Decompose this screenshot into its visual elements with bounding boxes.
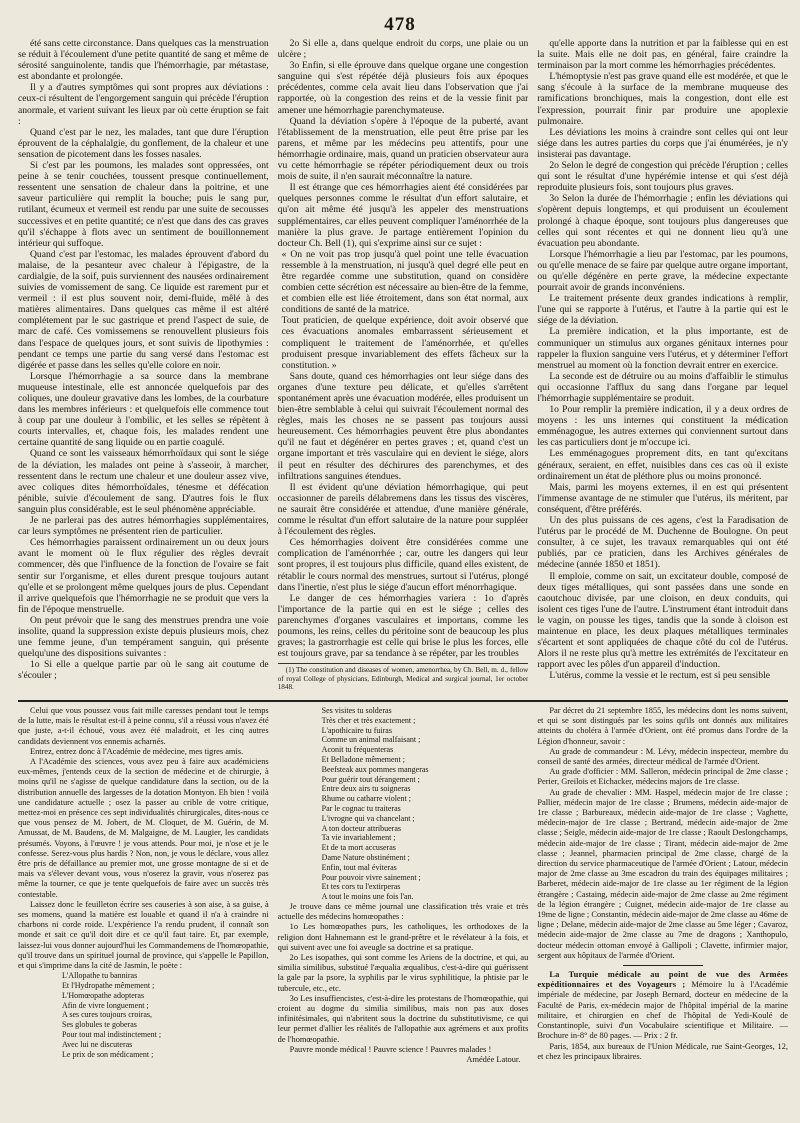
poem-line: L'Homœopathe adopteras [62,990,145,1000]
poem-line: Dame Nature obstinément ; [321,852,410,862]
paragraph: été sans cette circonstance. Dans quelques cas la menstruation se réduit à l'écoulement d'une petite quantité de sang et même de sérosité sanguinolente, tandis que l'hémorrhagie, par métastase, est abondante et prolongée. [18,38,269,83]
paragraph: Pauvre monde médical ! Pauvre science ! Pauvres malades ! [289,1044,492,1054]
author-signature: Amédée Latour. [466,1054,521,1064]
feuilleton-section [18,706,788,1116]
paragraph: Quand c'est par l'estomac, les malades éprouvent d'abord du malaise, de la pesanteur avec chaleur à l'épigastre, de la cardialgie, de la soif, puis surviennent des nausées ordinairement suivies de vomissement de sang. Ce liquide est rarement pur et vermeil : il est plus souvent noir, demi-fluide, mêlé à des matières alimentaires. Dans quelques cas même il est altéré complétement par le suc gastrique et prend l'aspect de suie, de marc de café. Ces vomissemens se renouvellent plusieurs fois dans l'espace de quelques jours, et sont suivis de lipothymies : pendant ce temps une partie du sang versé dans l'estomac est digérée et passe dans les selles qu'elle colore en noir. [18,248,269,371]
paragraph: 3o Les insuffiencistes, c'est-à-dire les protestans de l'homœopathie, qui croient au dogme du similia similibus, mais non pas aux doses infinitésimales, qui n'abritent sous la doctrine du substitutivisme, ce qui leur permet d'allier les réalités de l'allopathie aux agrémens et aux profits de l'homœopathie. [277,993,529,1044]
article-column-3 [537,38,788,698]
paragraph: Le danger de ces hémorrhagies variera : 1o d'après l'importance de la partie qui en est le siége ; celles des parenchymes d'organes vasculaires et importans, comme les poumons, les reins, celles du péritoine sont de beaucoup les plus graves; la gastrorrhagie est celle qui brise le plus les forces, elle est toujours grave, par sa tendance à se répéter, par les troubles [277,592,529,660]
divider [623,965,703,966]
article-column-2 [278,38,529,698]
article-column-1 [18,38,269,698]
paragraph: Les emménagogues proprement dits, en tant qu'excitans généraux, seraient, en effet, nuisibles dans ces cas où il existe ordinairement un état de pléthore plus ou moins prononcé. [537,448,789,482]
paragraph: Entrez, entrez donc à l'Académie de médecine, mes tigres amis. [30,746,244,756]
paragraph: Sans doute, quand ces hémorrhagies ont leur siége dans des organes d'une texture peu délicate, et qu'elles s'arrêtent spontanément après une évacuation modérée, elles produisent un bien-être semblable à celui qui suivrait l'écoulement normal des règles, mais les choses ne se passent pas toujours aussi heureusement. Ces hémorrhagies peuvent être plus abondantes qu'il ne faut et dégénérer en pertes graves ; et, quand c'est un organe important et très vasculaire qui en devient le siége, alors il peut en résulter des déchirures des parenchymes, et des infiltrations sanguines étendues. [277,370,529,482]
poem-line: A tout le moins une fois l'an. [321,892,414,902]
poem-line: L'ivrogne qui va chancelant ; [321,813,415,823]
paragraph: 1o Si elle a quelque partie par où le sang ait coutume de s'écouler ; [18,659,269,682]
poem-line: Et de ta mort accuseras [321,843,396,853]
poem-line: Ta vie invariablement ; [321,833,396,843]
poem-line: Et tes cors tu l'extirperas [321,882,401,892]
paragraph: Je ne parlerai pas des autres hémorrhagies supplémentaires, car leurs symptômes ne présentent rien de particulier. [18,515,269,538]
paragraph: Au grade de commandeur : M. Lévy, médecin inspecteur, membre du conseil de santé des armées, directeur médical de l'armée d'Orient. [537,746,789,767]
feuilleton-column-1 [18,706,269,1116]
poem-line: Pour pouvoir vivre sainement ; [321,872,421,882]
paragraph: Les déviations les moins à craindre sont celles qui ont leur siége dans les autres parties du corps que j'ai énumérées, je n'y insisterai pas davantage. [537,126,789,160]
feuilleton-column-2 [278,706,529,1116]
poem-line: Beefsteak aux pommes mangeras [321,764,429,774]
poem-line: Pour guérir tout dérangement ; [321,774,420,784]
poem-line: Comme un animal malfaisant ; [321,735,421,745]
paragraph: Celui que vous poussez vous fait mille caresses pendant tout le temps de la lutte, mais le résultat est-il à peine connu, s'il a réussi vous n'avez été que juste, a-t-il échoué, vous avez été maladroit, et les cinq autres candidats deviennent vos ennemis acharnés. [18,706,269,746]
poem-line: Rhume ou catharre violent ; [321,794,411,804]
paragraph: Ces hémorrhagies paraissent ordinairement un ou deux jours avant le moment où le flux régulier des règles devrait commencer, dès que l'influence de la fonction de l'ovaire se fait sentir sur l'organisme, et elles durent presque toujours autant qu'elle et se prolongent même quelques jours de plus. Cependant il arrive quelquefois que l'hémorrhagie ne se produit que vers la fin de l'époque menstruelle. [18,537,269,615]
poem-line: L'apothicaire tu fuiras [321,725,392,735]
poem-line: Enfin, tout mal éviteras [321,862,397,872]
poem-line: Aconit tu fréquenteras [321,745,394,755]
poem [18,971,269,1059]
paragraph: La première indication, et la plus importante, est de communiquer un stimulus aux organes génitaux internes pour rappeler la fluxion sanguine vers l'utérus, et y déterminer l'effort menstruel au moment où la fonction devrait entrer en exercice. [537,326,789,371]
paragraph: Il y a d'autres symptômes qui sont propres aux déviations : ceux-ci résultent de l'engorgement sanguin qui précède l'éruption anormale, et varient suivant les lieux par où cette éruption se fait : [18,82,269,127]
paragraph: 2o Les isopathes, qui sont comme les Ariens de la doctrine, et qui, au similia similibus, substitué l'æqualia æqualibus, c'est-à-dire qui guérissent la gale par la psore, la syphilis par le virus syphilitique, la phtisie par le tubercule, etc., etc. [277,952,529,993]
poem-line: Le prix de son médicament ; [62,1049,154,1059]
paragraph: 3o Selon la durée de l'hémorrhagie ; enfin les déviations qui s'opèrent depuis longtemps, et qui produisent un écoulement prolongé à chaque époque, sont toujours plus dangereuses que celles qui sont récentes et qui ne donnent lieu qu'à une évacuation peu abondante. [537,193,789,249]
poem-continued [278,706,529,902]
poem-line: Par le cognac tu traiteras [321,803,401,813]
paragraph: Par décret du 21 septembre 1855, les médecins dont les noms suivent, et qui se sont distingués par les soins qu'ils ont donnés aux militaires atteints du choléra à l'armée d'Orient, ont été promus dans l'ordre de la Légion d'honneur, savoir : [537,706,789,746]
paragraph: Il emploie, comme on sait, un excitateur double, composé de deux tiges métalliques, qui sont passées dans une sonde en caoutchouc divisée, par une cloison, en deux conduits, qui isolent ces tiges l'une de l'autre. L'instrument étant introduit dans le vagin, on pousse les tiges, tandis que la sonde à cloison est maintenue en place, les deux plaques métalliques terminales s'écartent et sont appliquées de chaque côté du col de l'utérus. Alors il ne reste plus qu'à mettre les extrémités de l'excitateur en rapport avec les pôles d'un appareil d'induction. [537,570,789,671]
advertisement-footer: Paris, 1854, aux bureaux de l'Union Médicale, rue Saint-Georges, 12, et chez les principaux libraires. [537,1041,789,1061]
paragraph: 1o Pour remplir la première indication, il y a deux ordres de moyens : les uns internes qui constituent la médication emménagogue, les autres externes qui conviennent surtout dans les cas particuliers dont je m'occupe ici. [537,404,789,449]
paragraph: Au grade d'officier : MM. Salleron, médecin principal de 2me classe ; Perier, Greilois et Eichacker, médecins majors de 1re classe. [537,767,789,787]
advertisement [537,970,788,1041]
paragraph: Le traitement présente deux grandes indications à remplir, l'une qui se rapporte à l'utérus, et l'autre à la partie qui est le siége de la déviation. [537,293,789,327]
poem-line: A ton docteur attribueras [321,823,401,833]
paragraph: La seconde est de détruire ou au moins d'affaiblir le stimulus qui occasionne l'afflux du sang dans l'organe par lequel l'hémorrhagie supplémentaire se produit. [537,370,789,404]
paragraph: Je trouve dans ce même journal une classification très vraie et très actuelle des médecins homœopathes : [277,901,529,922]
paragraph: 1o Les homœopathes purs, les catholiques, les orthodoxes de la religion dont Hahnemann est le grand-prêtre et le révélateur à la fois, et qui suivent avec une foi aveugle sa doctrine et sa pratique. [277,922,529,952]
paragraph: Quand la déviation s'opère à l'époque de la puberté, avant l'établissement de la menstruation, elle peut être prise par les parens, et même par les médecins peu attentifs, pour une hémorrhagie ordinaire, mais, quand un praticien observateur aura vu cette hémorrhagie se répéter périodiquement deux ou trois mois de suite, il n'en saurait méconnaître la nature. [277,115,529,183]
paragraph: Laissez donc le feuilleton écrire ses causeries à son aise, à sa guise, à ses momens, quand la matière est louable et quand il n'a à craindre ni charbons ni corde roide. L'expérience l'a rendu prudent, il connaît son monde et sait ce qu'il doit dire et ce qu'il faut taire. Et, par exemple, laissez-lui vous donner aujourd'hui les Commandemens de l'homœopathie, qu'il trouve dans un spirituel journal de province, qui s'appelle le Papillon, et qui s'imprime dans la cité de Jasmin, le poète : [18,899,269,971]
paragraph: Un des plus puissans de ces agens, c'est la Faradisation de l'utérus par le procédé de M. Duchenne de Boulogne. On peut consulter, à ce sujet, les travaux remarquables qui ont été publiés, par ce praticien, dans les Archives générales de médecine (année 1850 et 1851). [537,515,789,571]
paragraph: Lorsque l'hémorrhagie a sa source dans la membrane muqueuse intestinale, elle est annoncée quelquefois par des coliques, une douleur gravative dans les lombes, de la courbature dans les membres inférieurs : et quelquefois elle commence tout à coup par une douleur à l'ombilic, et les selles se répètent à courts intervalles, et, chaque fois, les malades rendent une certaine quantité de sang liquide ou en partie coagulé. [18,370,269,449]
footnote: (1) The constitution and diseases of women, amenorrhea, by Ch. Bell, m. d., fellow of royal College of physicians, Edinburgh, Medical and surgical journal, 1er october 1848. [278,663,529,692]
poem-line: L'Allopathe tu banniras [62,971,138,981]
paragraph: Ces hémorrhagies doivent être considérées comme une complication de l'aménorrhée ; car, outre les dangers qui leur sont propres, il est toujours plus difficile, quand elles existent, de rétablir le cours normal des menstrues, surtout si l'utérus, plongé dans l'inertie, n'est plus le siége d'aucun effort ménorrhagique. [277,537,529,593]
paragraph: 2o Si elle a, dans quelque endroit du corps, une plaie ou un ulcère ; [277,38,529,61]
poem-line: Pour tout mal indistinctement ; [62,1030,162,1040]
quotation: Tout praticien, de quelque expérience, doit avoir observé que ces évacuations anomales embarrassent sérieusement et compliquent le traitement de l'aménorrhée, et qu'elles produisent presque invariablement des effets fâcheux sur la constitution. » [281,315,529,371]
poem-line: Entre deux airs tu soigneras [321,784,411,794]
paragraph: Si c'est par les poumons, les malades sont oppressées, ont peine à se tenir couchées, toussent presque continuellement, ressentent une sensation de chaleur dans la poitrine, et une saveur particulière qui remplit la bouche; puis le sang pur, rutilant, écumeux et vermeil est rendu par une suite de secousses successives et en petite quantité; ce n'est que dans des cas graves qu'il s'échappe à flots avec un sentiment de bouillonnement intérieur qui suffoque. [18,160,269,249]
paragraph: Il est évident qu'une déviation hémorrhagique, qui peut occasionner de pareils délabremens dans les tissus des viscères, ne saurait être considérée et attendue, d'une manière générale, comme le résultat d'un effort salutaire de la nature pour suppléer à l'écoulement des règles. [277,481,529,538]
paragraph: 3o Enfin, si elle éprouve dans quelque organe une congestion sanguine qui s'est répétée déjà plusieurs fois aux époques précédentes, comme cela avait lieu dans l'observation que j'ai rapportée, où la congestion des reins et de la vessie finit par amener une hémorrhagie parenchymateuse. [277,60,529,116]
poem-line: Ses globules te goberas [62,1020,137,1030]
paragraph: Au grade de chevalier : MM. Haspel, médecin major de 1re classe ; Pallier, médecin major de 1re classe ; Brumens, médecin aide-major de 1re classe ; Barbureaux, médecin aide-major de 1re classe ; Vaghette, médecin-major de 1re classe ; Bertrand, médecin aide-major de 2me classe ; Seigle, médecin aide-major de 1re classe ; Raoult Deslongchamps, médecin aide-major de 1re classe ; Tirant, médecin aide-major de 2me classe ; Jeannel, pharmacien principal de 2me classe, chargé de la direction du service pharmaceutique de l'armée d'Orient ; Latour, médecin major de 2me classe au 3me escadron du train des équipages militaires ; Barberet, médecin aide-major de 1re classe au 1er régiment de la légion étrangère ; Castaing, médecin aide-major de 2me classe au 2me régiment de la légion étrangère ; Cuignet, médecin aide-major de 1re classe au 19me de ligne ; Constantin, médecin aide-major de 2me classe au 46me de ligne ; Delane, médecin aide-major de 2me classe au 5me léger ; Cavaroz, médecin aide-major de 2me classe au 7me de dragons ; Xanthopulo, docteur médecin ottoman envoyé à Gallipoli ; Clavette, infirmier major, sergent aux hôpitaux de l'armée d'Orient. [537,787,789,960]
poem-line: Très cher et très exactement ; [321,715,416,725]
section-divider [18,700,788,702]
paragraph: 2o Selon le degré de congestion qui précède l'éruption ; celles qui sont le résultat d'une hypérémie intense et qui s'est déjà reproduite plusieurs fois, sont toujours plus graves. [537,160,789,194]
poem-line: Afin de vivre longuement ; [62,1000,149,1010]
paragraph: Quand c'est par le nez, les malades, tant que dure l'éruption éprouvent de la céphalalgie, du gonflement, de la chaleur et une sensation de picotement dans les fosses nasales. [18,126,269,160]
paragraph: Quand ce sont les vaisseaux hémorrhoïdaux qui sont le siége de la déviation, les malades ont peine à s'asseoir, à marcher, ressentent dans le rectum une chaleur et une douleur assez vive, avec coliques dites hémorrhoïdales, ténesme et défécation pénible, suivie d'écoulement de sang. D'autres fois le flux sanguin plus considérable, est le seul phénomène appréciable. [18,448,269,515]
advertisement-title: La Turquie médicale au point de vue des Armées expéditionnaires et des Voyageurs ; [537,970,789,990]
feuilleton-column-3 [537,706,788,1116]
paragraph: A l'Académie des sciences, vous avez peu à faire aux académiciens eux-mêmes, j'entends ceux de la section de médecine et de chirurgie, à moins qu'il ne s'agisse de quelque candidature dans la section, ou de la distribution annuelle des largesses de la dotation Montyon. Eh bien ! voilà une candidature actuelle ; osez la passer au crible de votre critique, mettez-moi en présence ces sept individualités chirurgicales, dites-nous ce que vous pensez de M. Jobert, de M. Cloquet, de M. Guérin, de M. Amussat, de M. Baudens, de M. Malgaigne, de M. Laugier, les candidats présumés. Voyons, à l'œuvre ! je vous attends. Pour moi, je n'ose et je le confesse. Serez-vous plus hardis ? Non, non, je vous le déclare, vous allez être pris de défaillance au premier mot, une grosse montagne de si et de mais va s'élever devant vous, vous n'oserez la gravir, vous n'oserez pas même la tourner, ce que je tente quelquefois de faire avec un succès très contestable. [18,757,269,899]
paragraph: Mais, parmi les moyens externes, il en est qui présentent l'immense avantage de ne stimuler que l'utérus, ils méritent, par conséquent, d'être préférés. [537,481,789,515]
paragraph: qu'elle apporte dans la nutrition et par la faiblesse qui en est la suite. Mais elle ne doit pas, en général, faire craindre la terminaison par la mort comme les hémorrhagies précédentes. [537,38,789,72]
advertisement-text: Mémoire lu à l'Académie impériale de médecine, par Joseph Bernard, docteur en médecine de la Faculté de Paris, ex-médecin major de l'hôpital impérial de la marine militaire, et chirurgien en chef de l'hôpital de Yedi-Koulé de Constantinople, suivi d'un Vocabulaire scientifique et Militaire. — Brochure in-8° de 80 pages. — Prix : 2 fr. [537,980,789,1041]
quotation: « On ne voit pas trop jusqu'à quel point une telle évacuation ressemble à la menstruation, ni jusqu'à quel degré elle peut en être regardée comme une substitution, quand on considère combien cette sécrétion est nécessaire au bien-être de la femme, et combien elle est liée étroitement, dans son état normal, aux conditions de santé de la matrice. [281,248,529,316]
paragraph: Lorsque l'hémorrhagie a lieu par l'estomac, par les poumons, ou qu'elle menace de se faire par quelque autre organe important, ou qu'elle dégénère en perte grave, la médecine expectante pourrait avoir de grands inconvéniens. [537,248,789,294]
article-columns [18,38,788,698]
poem-line: Avec lui ne discuteras [62,1039,133,1049]
page-number: 478 [384,14,416,35]
paragraph: Il est étrange que ces hémorrhagies aient été considérées par quelques personnes comme le résultat d'un effort salutaire, et qu'on ait même été jusqu'à les appeler des menstruations supplémentaires, car elles peuvent compliquer l'aménorrhée de la manière la plus grave. Je partage entièrement l'opinion du docteur Ch. Bell (1), qui s'exprime ainsi sur ce sujet : [277,182,529,249]
poem-line: Et Belladone mêmement ; [321,754,405,764]
poem-line: Et l'Hydropathe mêmement ; [62,981,155,991]
poem-line: Ses visites tu solderas [321,706,392,715]
paragraph: L'hémoptysie n'est pas grave quand elle est modérée, et que le sang s'écoule à la surface de la membrane muqueuse des ramifications bronchiques, mais la congestion, dont elle est l'expression, pourrait finir par produire une apoplexie pulmonaire. [537,71,789,127]
paragraph: On peut prévoir que le sang des menstrues prendra une voie insolite, quand la suppression existe depuis plusieurs mois, chez une femme jeune, d'un tempérament sanguin, qui présente quelqu'une des dispositions suivantes : [18,614,269,660]
paragraph: L'utérus, comme la vessie et le rectum, est si peu sensible [549,670,771,682]
poem-line: A ses cures toujours croiras, [62,1010,152,1020]
